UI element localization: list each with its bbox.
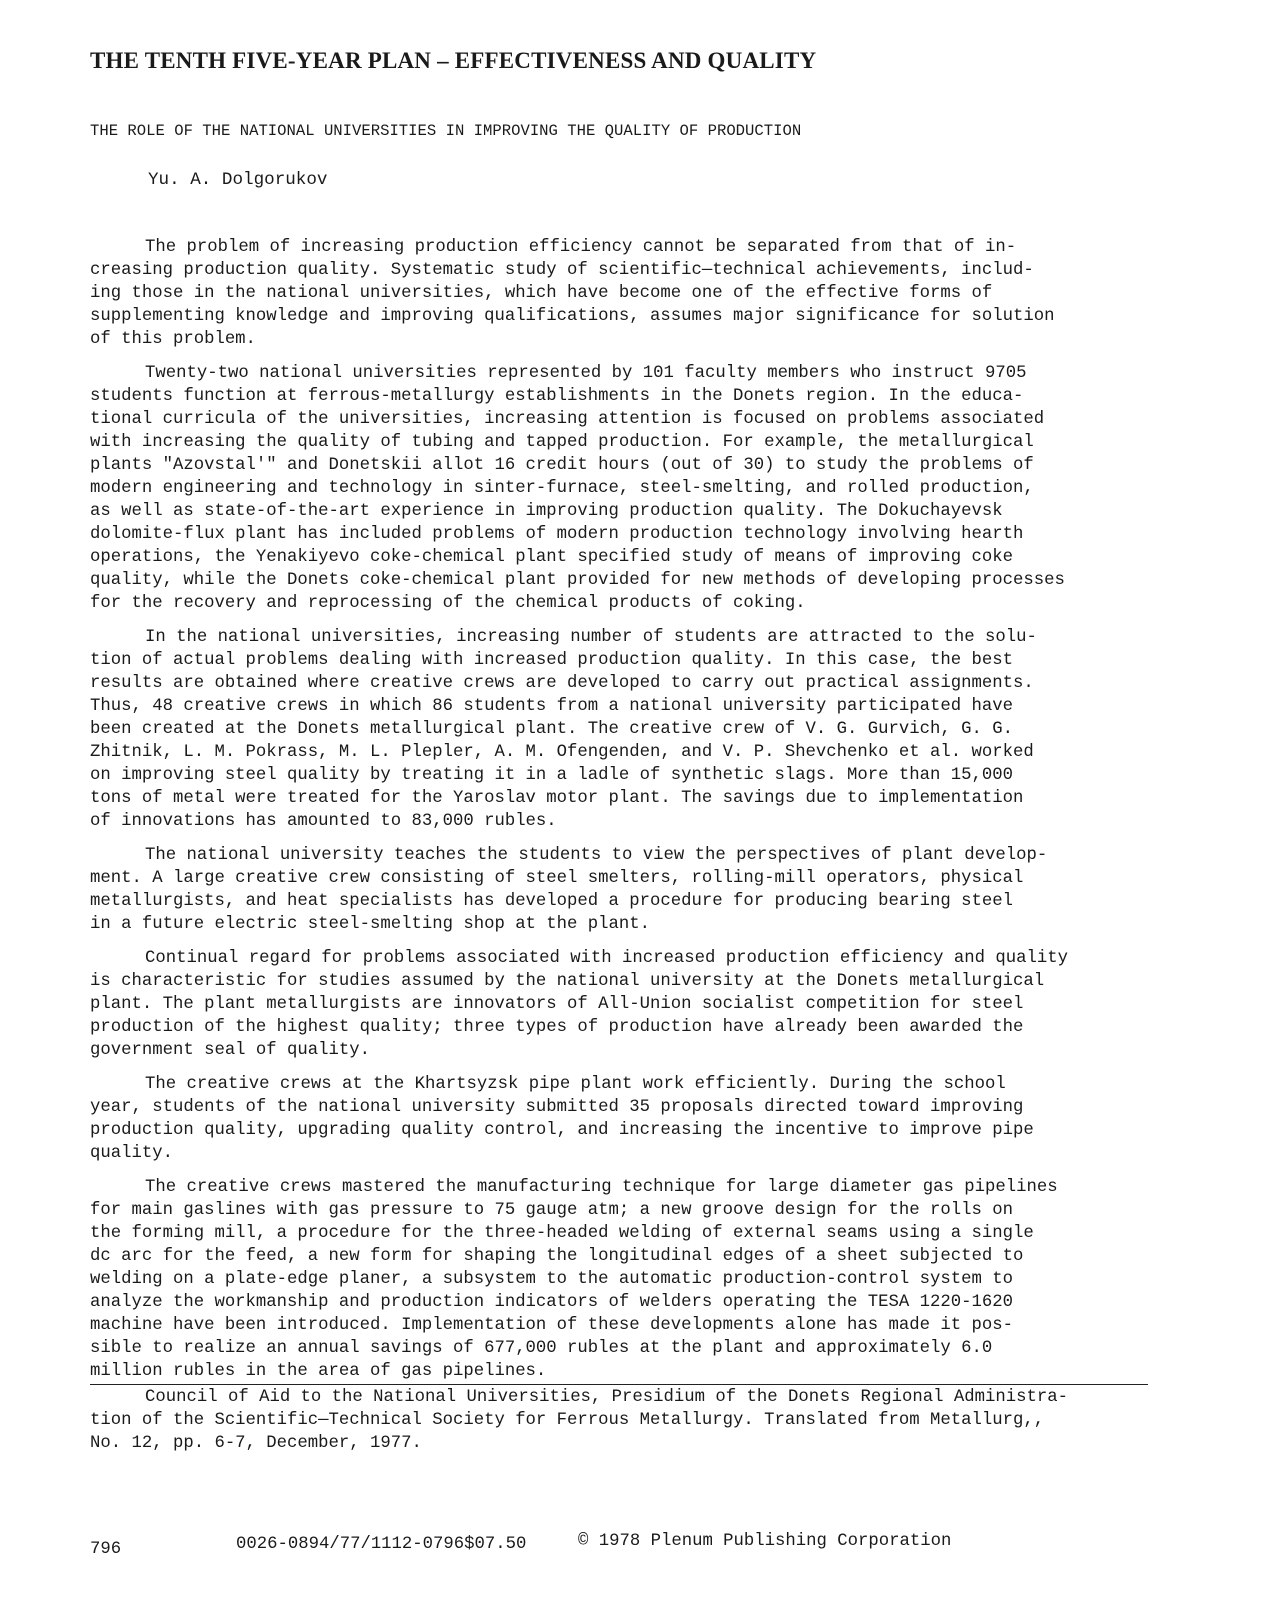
- text-line: creasing production quality. Systematic study of scientific—technical achievements, includ-: [90, 261, 1034, 280]
- text-line: on improving steel quality by treating it in a ladle of synthetic slags. More than 15,000: [90, 766, 1013, 785]
- text-line: tional curricula of the universities, increasing attention is focused on problems associated: [90, 410, 1045, 429]
- text-line: is characteristic for studies assumed by the national university at the Donets metallurgical: [90, 972, 1045, 991]
- text-line: with increasing the quality of tubing and tapped production. For example, the metallurgical: [90, 433, 1034, 452]
- text-line: been created at the Donets metallurgical plant. The creative crew of V. G. Gurvich, G. G.: [90, 720, 1013, 739]
- text-line: of this problem.: [90, 330, 256, 349]
- text-line: quality, while the Donets coke-chemical plant provided for new methods of developing processes: [90, 571, 1065, 590]
- issn-code: 0026-0894/77/1112-0796$07.50: [236, 1535, 527, 1554]
- text-line: dc arc for the feed, a new form for shaping the longitudinal edges of a sheet subjected to: [90, 1247, 1024, 1266]
- text-line: The creative crews mastered the manufacturing technique for large diameter gas pipelines: [145, 1178, 1058, 1197]
- page-number: 796: [90, 1540, 122, 1559]
- text-line: ment. A large creative crew consisting of steel smelters, rolling-mill operators, physical: [90, 869, 1024, 888]
- text-line: production of the highest quality; three types of production have already been awarded the: [90, 1018, 1024, 1037]
- paragraph: [90, 947, 1170, 1062]
- article-title: THE ROLE OF THE NATIONAL UNIVERSITIES IN IMPROVING THE QUALITY OF PRODUCTION: [90, 122, 802, 140]
- text-line: Zhitnik, L. M. Pokrass, M. L. Plepler, A. M. Ofengenden, and V. P. Shevchenko et al. worked: [90, 743, 1034, 762]
- text-line: results are obtained where creative crews are developed to carry out practical assignments.: [90, 674, 1034, 693]
- text-line: supplementing knowledge and improving qualifications, assumes major significance for solution: [90, 307, 1055, 326]
- text-line: dolomite-flux plant has included problems of modern production technology involving hearth: [90, 525, 1024, 544]
- text-line: for the recovery and reprocessing of the chemical products of coking.: [90, 594, 806, 613]
- text-line: The national university teaches the students to view the perspectives of plant develop-: [145, 846, 1048, 865]
- text-line: operations, the Yenakiyevo coke-chemical plant specified study of means of improving coke: [90, 548, 1013, 567]
- text-line: of innovations has amounted to 83,000 rubles.: [90, 812, 557, 831]
- paragraph: [90, 626, 1170, 833]
- text-line: ing those in the national universities, which have become one of the effective forms of: [90, 284, 993, 303]
- text-line: The problem of increasing production efficiency cannot be separated from that of in-: [145, 238, 1017, 257]
- article-author: Yu. A. Dolgorukov: [148, 170, 328, 190]
- text-line: Continual regard for problems associated with increased production efficiency and quality: [145, 949, 1068, 968]
- text-line: as well as state-of-the-art experience in improving production quality. The Dokuchayevsk: [90, 502, 1003, 521]
- text-line: plant. The plant metallurgists are innovators of All-Union socialist competition for steel: [90, 995, 1024, 1014]
- text-line: machine have been introduced. Implementation of these developments alone has made it pos-: [90, 1316, 1013, 1335]
- footnote-line: Council of Aid to the National Universities, Presidium of the Donets Regional Administra-: [145, 1388, 1068, 1407]
- text-line: plants "Azovstal'" and Donetskii allot 16 credit hours (out of 30) to study the problems of: [90, 456, 1034, 475]
- text-line: The creative crews at the Khartsyzsk pipe plant work efficiently. During the school: [145, 1075, 1006, 1094]
- paragraph: [90, 1073, 1170, 1165]
- text-line: in a future electric steel-smelting shop at the plant.: [90, 915, 651, 934]
- text-line: In the national universities, increasing number of students are attracted to the solu-: [145, 628, 1037, 647]
- text-line: Thus, 48 creative crews in which 86 students from a national university participated have: [90, 697, 1013, 716]
- copyright-notice: © 1978 Plenum Publishing Corporation: [578, 1532, 952, 1551]
- text-line: tons of metal were treated for the Yaroslav motor plant. The savings due to implementation: [90, 789, 1024, 808]
- section-heading: THE TENTH FIVE-YEAR PLAN – EFFECTIVENESS AND QUALITY: [90, 48, 817, 73]
- text-line: for main gaslines with gas pressure to 75 gauge atm; a new groove design for the rolls on: [90, 1201, 1013, 1220]
- text-line: Twenty-two national universities represented by 101 faculty members who instruct 9705: [145, 364, 1027, 383]
- text-line: production quality, upgrading quality control, and increasing the incentive to improve pipe: [90, 1121, 1034, 1140]
- footnote: [90, 1386, 1170, 1455]
- text-line: welding on a plate-edge planer, a subsystem to the automatic production-control system to: [90, 1270, 1013, 1289]
- text-line: students function at ferrous-metallurgy establishments in the Donets region. In the educa-: [90, 387, 1024, 406]
- text-line: modern engineering and technology in sinter-furnace, steel-smelting, and rolled production,: [90, 479, 1034, 498]
- paragraph: [90, 1176, 1170, 1383]
- text-line: tion of actual problems dealing with increased production quality. In this case, the best: [90, 651, 1013, 670]
- article-body: [90, 236, 1170, 1394]
- text-line: year, students of the national university submitted 35 proposals directed toward improving: [90, 1098, 1024, 1117]
- text-line: analyze the workmanship and production indicators of welders operating the TESA 1220-1620: [90, 1293, 1013, 1312]
- text-line: government seal of quality.: [90, 1041, 371, 1060]
- text-line: million rubles in the area of gas pipelines.: [90, 1362, 547, 1381]
- text-line: metallurgists, and heat specialists has developed a procedure for producing bearing steel: [90, 892, 1013, 911]
- footnote-divider: [90, 1384, 1148, 1385]
- text-line: the forming mill, a procedure for the three-headed welding of external seams using a single: [90, 1224, 1034, 1243]
- paragraph: [90, 362, 1170, 615]
- text-line: quality.: [90, 1144, 173, 1163]
- footnote-line: No. 12, pp. 6-7, December, 1977.: [90, 1434, 422, 1453]
- paragraph: [90, 236, 1170, 351]
- footnote-line: tion of the Scientific—Technical Society for Ferrous Metallurgy. Translated from Metallurg,,: [90, 1411, 1045, 1430]
- text-line: sible to realize an annual savings of 677,000 rubles at the plant and approximately 6.0: [90, 1339, 993, 1358]
- paragraph: [90, 844, 1170, 936]
